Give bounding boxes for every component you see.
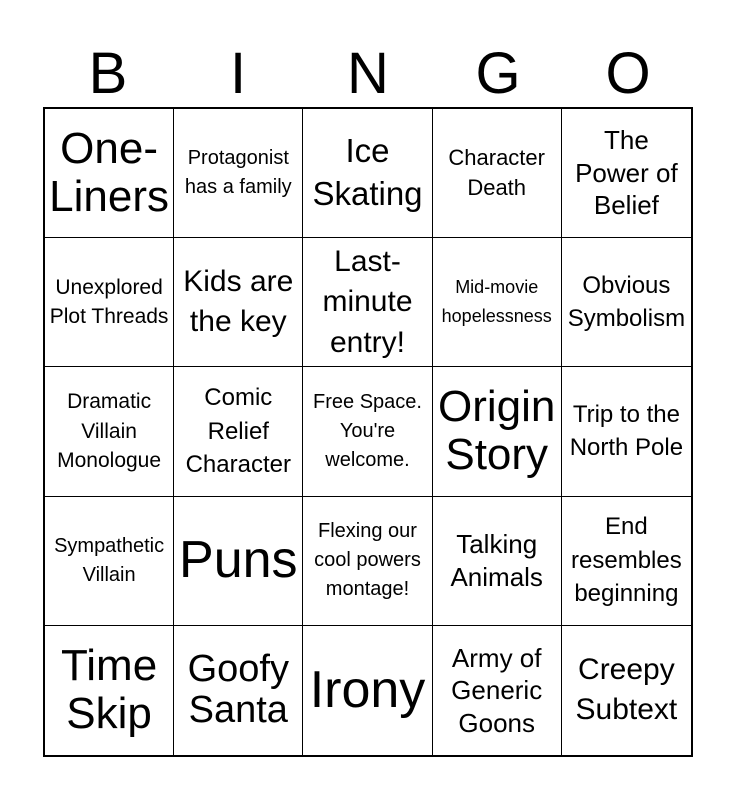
bingo-cell[interactable] <box>303 626 432 755</box>
bingo-cell[interactable] <box>433 626 562 755</box>
free-space-cell[interactable] <box>303 367 432 496</box>
bingo-cell[interactable] <box>562 497 691 626</box>
bingo-cell[interactable] <box>303 238 432 367</box>
cell-label: Free Space. You're welcome. <box>313 390 422 471</box>
bingo-board <box>43 107 693 757</box>
bingo-cell[interactable] <box>433 367 562 496</box>
bingo-header <box>43 40 693 108</box>
cell-label: End resembles beginning <box>571 513 682 608</box>
bingo-cell[interactable] <box>45 367 174 496</box>
cell-label: Character Death <box>448 145 545 201</box>
bingo-cell[interactable] <box>45 109 174 238</box>
cell-label: Origin Story <box>438 382 556 480</box>
cell-label: Unexplored Plot Threads <box>49 275 169 329</box>
bingo-cell[interactable] <box>45 626 174 755</box>
bingo-cell[interactable] <box>174 109 303 238</box>
cell-label: Last-minute entry! <box>322 244 413 359</box>
cell-label: Protagonist has a family <box>184 147 292 199</box>
cell-label: Goofy Santa <box>187 647 289 732</box>
bingo-cell[interactable] <box>174 626 303 755</box>
cell-label: Ice Skating <box>312 132 423 213</box>
cell-label: Irony <box>309 660 426 719</box>
cell-label: Comic Relief Character <box>185 384 291 479</box>
cell-label: The Power of Belief <box>575 125 678 221</box>
header-letter-b: B <box>88 41 128 106</box>
bingo-cell[interactable] <box>562 367 691 496</box>
bingo-cell[interactable] <box>174 238 303 367</box>
header-letter-i: I <box>229 41 247 106</box>
cell-label: Trip to the North Pole <box>569 400 684 462</box>
cell-label: Army of Generic Goons <box>451 642 543 738</box>
bingo-cell[interactable] <box>303 497 432 626</box>
cell-label: Creepy Subtext <box>575 652 678 727</box>
cell-label: Sympathetic Villain <box>54 534 165 586</box>
bingo-cell[interactable] <box>433 238 562 367</box>
bingo-cell[interactable] <box>45 497 174 626</box>
bingo-cell[interactable] <box>174 367 303 496</box>
bingo-cell[interactable] <box>303 109 432 238</box>
header-letter-o: O <box>605 41 651 106</box>
bingo-cell[interactable] <box>562 626 691 755</box>
bingo-cell[interactable] <box>45 238 174 367</box>
bingo-cell[interactable] <box>174 497 303 626</box>
cell-label: Time Skip <box>61 641 158 739</box>
bingo-cell[interactable] <box>433 109 562 238</box>
cell-label: Dramatic Villain Monologue <box>57 390 162 473</box>
header-letter-n: N <box>347 41 389 106</box>
cell-label: Flexing our cool powers montage! <box>314 520 421 601</box>
bingo-cell[interactable] <box>562 109 691 238</box>
cell-label: Obvious Symbolism <box>567 271 686 333</box>
cell-label: Mid-movie hopelessness <box>441 277 552 327</box>
cell-label: One-Liners <box>49 123 170 222</box>
cell-label: Puns <box>179 531 298 590</box>
bingo-cell[interactable] <box>433 497 562 626</box>
bingo-cell[interactable] <box>562 238 691 367</box>
cell-label: Kids are the key <box>183 264 294 339</box>
header-letter-g: G <box>475 41 521 106</box>
cell-label: Talking Animals <box>450 529 543 592</box>
